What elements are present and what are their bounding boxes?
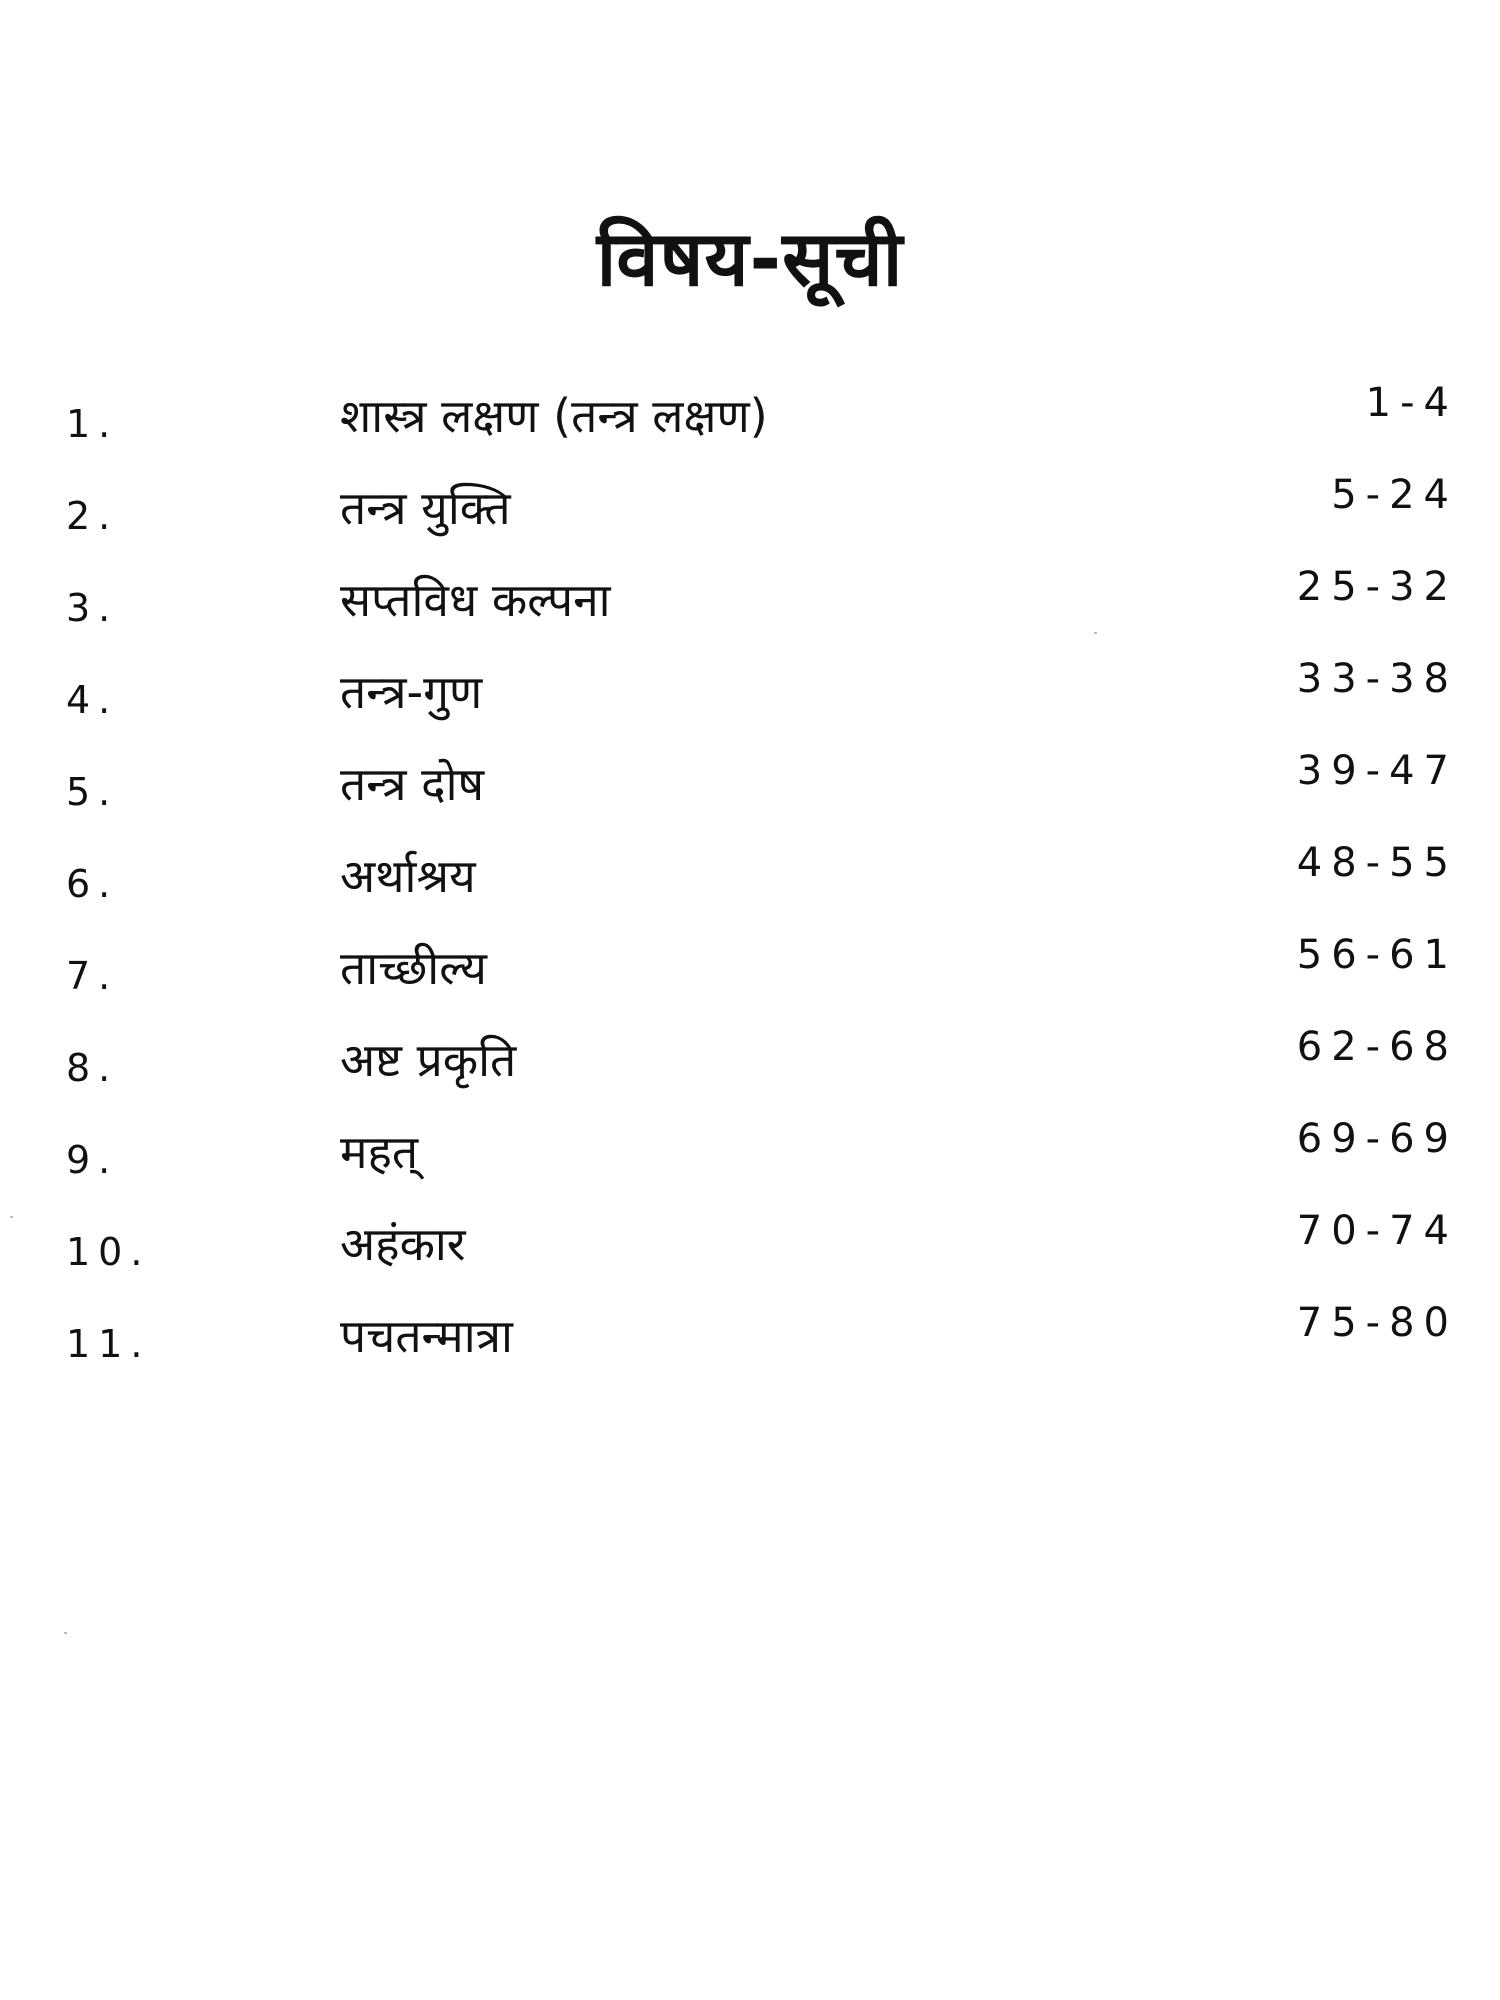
toc-entry-pages: 75-80 xyxy=(1296,1300,1458,1346)
toc-entry-pages: 48-55 xyxy=(1296,840,1458,886)
toc-entry xyxy=(0,1116,1500,1186)
toc-entry-number: 2. xyxy=(66,494,119,538)
toc-entry-number: 6. xyxy=(66,862,119,906)
toc-entry-topic: महत् xyxy=(340,1125,419,1179)
toc-entry-number: 1. xyxy=(66,402,119,446)
toc-entry xyxy=(0,1024,1500,1094)
toc-entry xyxy=(0,472,1500,542)
toc-entry-number: 11. xyxy=(66,1322,151,1366)
toc-entry xyxy=(0,564,1500,634)
table-of-contents xyxy=(0,380,1500,1400)
toc-entry xyxy=(0,380,1500,450)
toc-entry-number: 3. xyxy=(66,586,119,630)
toc-entry xyxy=(0,748,1500,818)
toc-entry-topic: तन्त्र दोष xyxy=(340,757,485,811)
toc-entry-number: 9. xyxy=(66,1138,119,1182)
toc-entry-topic: अहंकार xyxy=(340,1217,466,1271)
toc-entry-topic: अर्थाश्रय xyxy=(340,849,476,903)
toc-entry-topic: तन्त्र युक्ति xyxy=(340,481,511,535)
toc-entry-number: 7. xyxy=(66,954,119,998)
toc-entry-topic: पचतन्मात्रा xyxy=(340,1309,513,1363)
toc-entry-number: 4. xyxy=(66,678,119,722)
toc-entry-topic: अष्ट प्रकृति xyxy=(340,1033,517,1087)
scan-speck xyxy=(64,1632,67,1634)
toc-entry-pages: 25-32 xyxy=(1296,564,1458,610)
toc-entry xyxy=(0,932,1500,1002)
toc-entry xyxy=(0,656,1500,726)
toc-entry-pages: 33-38 xyxy=(1296,656,1458,702)
scan-speck xyxy=(10,1216,13,1218)
toc-entry-topic: ताच्छील्य xyxy=(340,941,487,995)
toc-entry-pages: 56-61 xyxy=(1296,932,1458,978)
toc-entry-pages: 62-68 xyxy=(1296,1024,1458,1070)
page-title: विषय-सूची xyxy=(596,213,904,303)
toc-entry-number: 10. xyxy=(66,1230,151,1274)
toc-entry-number: 8. xyxy=(66,1046,119,1090)
toc-entry-pages: 1-4 xyxy=(1365,380,1458,426)
toc-entry-topic: शास्त्र लक्षण (तन्त्र लक्षण) xyxy=(340,389,768,443)
toc-entry-pages: 69-69 xyxy=(1296,1116,1458,1162)
toc-entry-topic: तन्त्र-गुण xyxy=(340,665,483,719)
toc-entry-number: 5. xyxy=(66,770,119,814)
toc-entry xyxy=(0,1208,1500,1278)
scan-speck xyxy=(1094,632,1097,634)
toc-entry-pages: 5-24 xyxy=(1331,472,1458,518)
toc-entry xyxy=(0,1300,1500,1370)
toc-entry xyxy=(0,840,1500,910)
toc-entry-pages: 70-74 xyxy=(1296,1208,1458,1254)
toc-entry-pages: 39-47 xyxy=(1296,748,1458,794)
toc-entry-topic: सप्तविध कल्पना xyxy=(340,573,611,627)
